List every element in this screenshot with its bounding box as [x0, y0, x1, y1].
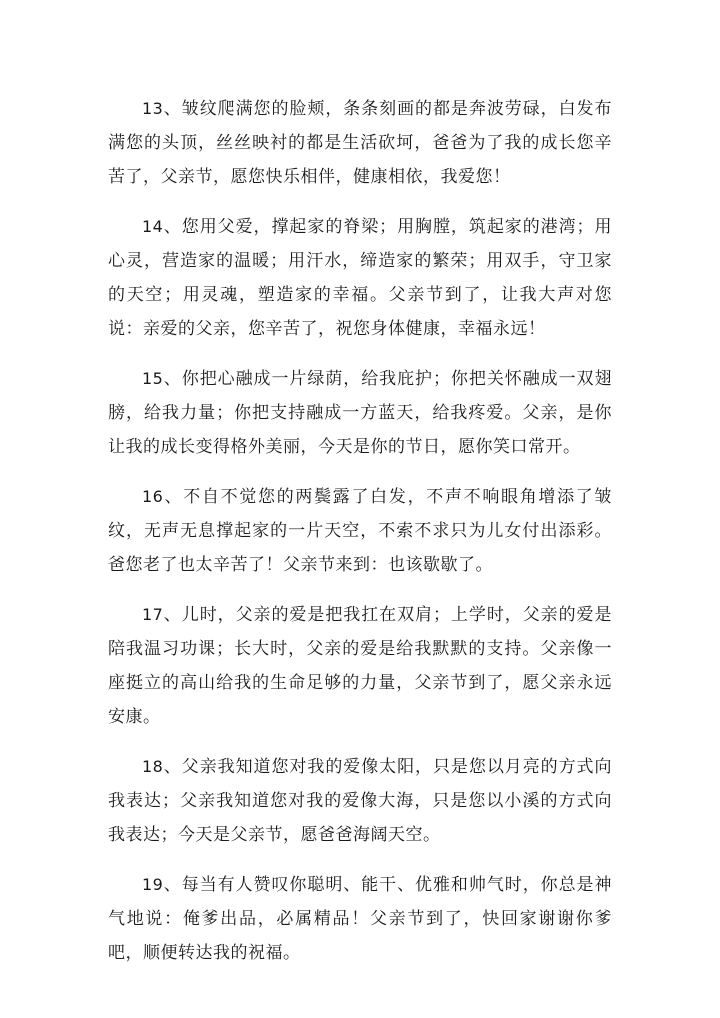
- paragraph-text: 、儿时，父亲的爱是把我扛在双肩；上学时，父亲的爱是陪我温习功课；长大时，父亲的爱是给我默默的支持。父亲像一座挺立的高山给我的生命足够的力量，父亲节到了，愿父亲永远安康。: [108, 605, 612, 727]
- paragraph-number: 17: [142, 605, 164, 624]
- paragraph-18: [108, 750, 612, 852]
- paragraph-16: [108, 480, 612, 582]
- paragraph-number: 14: [142, 217, 164, 236]
- paragraph-number: 18: [142, 757, 164, 776]
- paragraph-text: 、每当有人赞叹你聪明、能干、优雅和帅气时，你总是神气地说：俺爹出品，必属精品！父亲节到了，快回家谢谢你爹吧，顺便转达我的祝福。: [108, 875, 612, 963]
- paragraph-13: [108, 92, 612, 194]
- paragraph-number: 15: [142, 369, 164, 388]
- paragraph-19: [108, 868, 612, 970]
- paragraph-number: 19: [142, 875, 164, 894]
- paragraph-number: 13: [142, 99, 164, 118]
- paragraph-17: [108, 598, 612, 734]
- paragraph-text: 、皱纹爬满您的脸颊，条条刻画的都是奔波劳碌，白发布满您的头顶，丝丝映衬的都是生活砍坷，爸爸为了我的成长您辛苦了，父亲节，愿您快乐相伴，健康相依，我爱您！: [108, 99, 612, 187]
- paragraph-text: 、不自不觉您的两鬓露了白发，不声不响眼角增添了皱纹，无声无息撑起家的一片天空，不索不求只为儿女付出添彩。爸您老了也太辛苦了！父亲节来到：也该歇歇了。: [108, 487, 612, 575]
- paragraph-number: 16: [142, 487, 164, 506]
- paragraph-text: 、你把心融成一片绿荫，给我庇护；你把关怀融成一双翅膀，给我力量；你把支持融成一方蓝天，给我疼爱。父亲，是你让我的成长变得格外美丽，今天是你的节日，愿你笑口常开。: [108, 369, 612, 457]
- paragraph-15: [108, 362, 612, 464]
- paragraph-14: [108, 210, 612, 346]
- paragraph-text: 、父亲我知道您对我的爱像太阳，只是您以月亮的方式向我表达；父亲我知道您对我的爱像大海，只是您以小溪的方式向我表达；今天是父亲节，愿爸爸海阔天空。: [108, 757, 612, 845]
- paragraph-text: 、您用父爱，撑起家的脊梁；用胸膛，筑起家的港湾；用心灵，营造家的温暖；用汗水，缔造家的繁荣；用双手，守卫家的天空；用灵魂，塑造家的幸福。父亲节到了，让我大声对您说：亲爱的父亲，您辛苦了，祝您身体健康，幸福永远！: [108, 217, 612, 339]
